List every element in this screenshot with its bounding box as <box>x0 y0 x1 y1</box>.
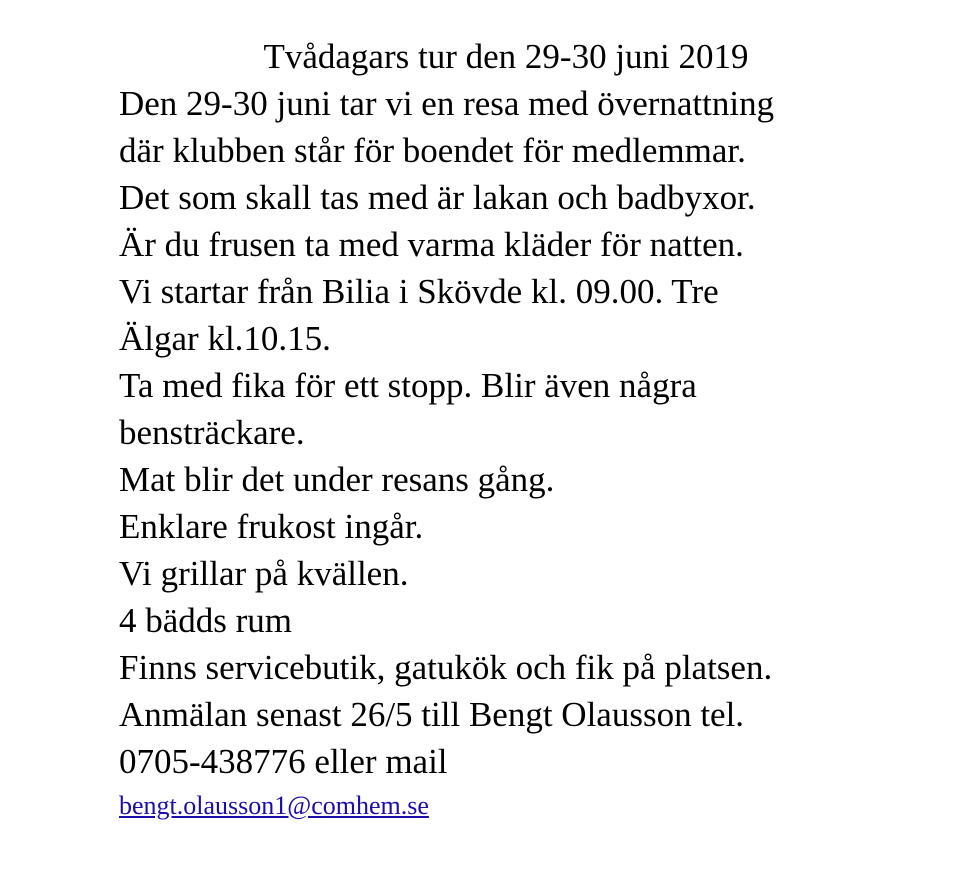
text-line-warm-clothes: Är du frusen ta med varma kläder för natten. <box>119 225 744 264</box>
text-line-trip-intro: Den 29-30 juni tar vi en resa med övernattning <box>119 84 775 123</box>
text-line-breakfast: Enklare frukost ingår. <box>119 507 424 546</box>
text-line-departure: Vi startar från Bilia i Skövde kl. 09.00. Tre <box>119 272 719 311</box>
text-line-bring-items: Det som skall tas med är lakan och badbyxor. <box>119 178 756 217</box>
text-line-food: Mat blir det under resans gång. <box>119 460 555 499</box>
email-link[interactable]: bengt.olausson1@comhem.se <box>119 791 429 820</box>
text-line-rooms: 4 bädds rum <box>119 601 293 640</box>
text-line-grill: Vi grillar på kvällen. <box>119 554 409 593</box>
text-line-fika: Ta med fika för ett stopp. Blir även några <box>119 366 697 405</box>
text-line-registration: Anmälan senast 26/5 till Bengt Olausson tel. <box>119 695 745 734</box>
text-line-accommodation: där klubben står för boendet för medlemmar. <box>119 131 746 170</box>
document <box>119 33 919 823</box>
document-title: Tvådagars tur den 29-30 juni 2019 <box>263 37 749 76</box>
text-line-facilities: Finns servicebutik, gatukök och fik på platsen. <box>119 648 773 687</box>
text-line-fika-cont: bensträckare. <box>119 413 305 452</box>
text-line-departure-cont: Älgar kl.10.15. <box>119 319 331 358</box>
text-line-phone: 0705-438776 eller mail <box>119 742 448 781</box>
